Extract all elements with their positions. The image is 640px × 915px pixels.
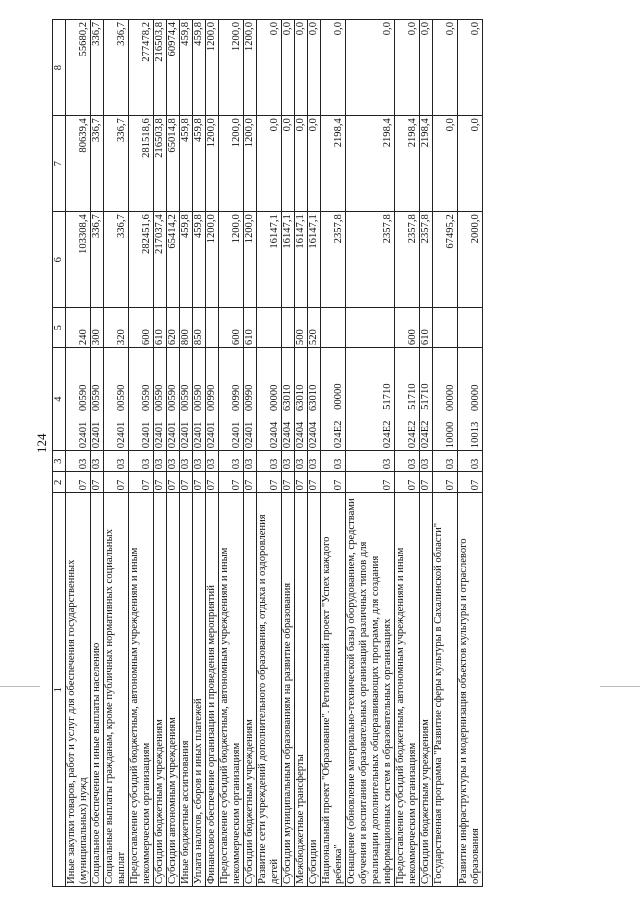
row-col8: 60974,4 [167,20,180,116]
table-row [282,20,295,887]
row-col6: 2357,8 [321,212,346,308]
target-code-part: 02401 [167,421,178,449]
row-col4 [193,348,206,451]
row-name: Национальный проект "Образование". Региональный проект "Успех каждого ребенка" [321,493,346,887]
row-col8: 0,0 [433,20,458,116]
row-col6: 336,7 [104,212,129,308]
row-col2: 07 [154,472,167,493]
target-code-part: 00590 [180,384,191,412]
target-code-part: 02401 [206,421,217,449]
row-col6: 2357,8 [395,212,420,308]
row-col5 [321,308,346,348]
target-code-part: 51710 [420,383,431,410]
target-code-part: 02401 [78,421,89,449]
header-cell: 3 [53,451,66,472]
row-col3: 03 [420,451,433,472]
row-col4 [458,348,483,451]
row-col2: 07 [219,472,244,493]
row-col2: 07 [395,472,420,493]
row-col3: 03 [104,451,129,472]
page-number: 124 [34,433,49,453]
row-col3: 03 [180,451,193,472]
row-col2: 07 [206,472,219,493]
row-name: Развитие инфраструктуры и модернизация объектов культуры и отраслевого образования [458,493,483,887]
row-col3: 03 [346,451,395,472]
row-name: Государственная программа "Развитие сферы культуры в Сахалинской области" [433,493,458,887]
row-col5: 600 [219,308,244,348]
row-col8: 459,8 [180,20,193,116]
target-code-part: 00990 [206,384,217,412]
header-cell: 1 [53,493,66,887]
target-code-part: 00590 [78,384,89,412]
table-row [433,20,458,887]
header-cell: 8 [53,20,66,116]
row-col7: 1200,0 [206,116,219,212]
row-col5: 620 [167,308,180,348]
row-col7: 281518,6 [129,116,154,212]
row-col3: 03 [91,451,104,472]
target-code-part: 02404 [269,421,280,449]
row-col7: 0,0 [257,116,282,212]
target-code-part: 00000 [470,384,481,412]
target-code-part: 00590 [116,384,127,412]
row-col3: 03 [193,451,206,472]
row-col8: 0,0 [321,20,346,116]
row-col3: 03 [321,451,346,472]
row-col3: 03 [129,451,154,472]
row-col7: 80639,4 [66,116,91,212]
row-col6: 2357,8 [346,212,395,308]
row-col5 [257,308,282,348]
row-col4 [154,348,167,451]
row-col8: 336,7 [104,20,129,116]
row-col2: 07 [180,472,193,493]
table-row [308,20,321,887]
row-col4 [308,348,321,451]
row-col4 [206,348,219,451]
row-col7: 2198,4 [346,116,395,212]
row-col2: 07 [308,472,321,493]
target-code-part: 00000 [269,384,280,412]
target-code-part: 63010 [308,384,319,412]
row-col4 [346,348,395,451]
row-col6: 282451,6 [129,212,154,308]
row-col8: 55680,2 [66,20,91,116]
row-col2: 07 [167,472,180,493]
row-col8: 0,0 [346,20,395,116]
row-col4 [433,348,458,451]
row-col6: 2000,0 [458,212,483,308]
target-code-part: 00990 [244,384,255,412]
target-code-part: 02404 [308,421,319,449]
target-code-part: 00590 [91,384,102,412]
row-col6: 459,8 [193,212,206,308]
row-col2: 07 [295,472,308,493]
header-cell: 2 [53,472,66,493]
row-name: Уплата налогов, сборов и иных платежей [193,493,206,887]
row-col8: 277478,2 [129,20,154,116]
row-name: Социальные выплаты гражданам, кроме публичных нормативных социальных выплат [104,493,129,887]
target-code-part: 51710 [407,383,418,410]
row-col5: 610 [420,308,433,348]
target-code-part: 024E2 [382,420,393,449]
table-row [346,20,395,887]
row-name: Субсидии бюджетным учреждениям [420,493,433,887]
table-row [91,20,104,887]
row-col8: 1200,0 [206,20,219,116]
row-name: Межбюджетные трансферты [295,493,308,887]
target-code-part: 02404 [282,421,293,449]
row-col3: 03 [458,451,483,472]
row-col4 [244,348,257,451]
row-col7: 336,7 [91,116,104,212]
table-row [167,20,180,887]
table-header-row [53,20,66,887]
row-col8: 0,0 [420,20,433,116]
target-code-part: 024E2 [333,420,344,449]
row-col4 [66,348,91,451]
row-col7: 2198,4 [321,116,346,212]
row-col5: 320 [104,308,129,348]
target-code-part: 024E2 [420,420,431,449]
row-col5: 600 [395,308,420,348]
target-code-part: 00590 [193,384,204,412]
row-col4 [91,348,104,451]
budget-table [52,19,483,887]
table-row [193,20,206,887]
table-body [66,20,483,887]
row-col3: 03 [66,451,91,472]
row-name: Субсидии муниципальным образованиям на развитие образования [282,493,295,887]
table-row [395,20,420,887]
row-col3: 03 [282,451,295,472]
row-col4 [420,348,433,451]
row-col5: 610 [244,308,257,348]
row-col2: 07 [346,472,395,493]
row-col6: 16147,1 [295,212,308,308]
row-name: Иные бюджетные ассигнования [180,493,193,887]
target-code-part: 02404 [295,421,306,449]
row-col6: 2357,8 [420,212,433,308]
row-col5 [206,308,219,348]
target-code-part: 00000 [445,384,456,412]
row-col4 [395,348,420,451]
row-col2: 07 [420,472,433,493]
row-col2: 07 [193,472,206,493]
row-col5 [458,308,483,348]
row-name: Иные закупки товаров, работ и услуг для обеспечения государственных (муниципальных) нужд [66,493,91,887]
row-name: Субсидии бюджетным учреждениям [154,493,167,887]
row-col3: 03 [395,451,420,472]
row-col2: 07 [129,472,154,493]
table-row [420,20,433,887]
target-code-part: 02401 [141,421,152,449]
row-name: Социальное обеспечение и иные выплаты населению [91,493,104,887]
row-col3: 03 [244,451,257,472]
row-col7: 2198,4 [395,116,420,212]
row-col7: 0,0 [282,116,295,212]
row-col5 [346,308,395,348]
row-name: Субсидии бюджетным учреждениям [244,493,257,887]
row-col6: 1200,0 [244,212,257,308]
target-code-part: 63010 [295,384,306,412]
fold-line [600,686,640,687]
row-col8: 0,0 [395,20,420,116]
row-col7: 0,0 [295,116,308,212]
target-code-part: 02401 [180,421,191,449]
row-col7: 0,0 [433,116,458,212]
row-col8: 216503,8 [154,20,167,116]
row-col3: 03 [219,451,244,472]
row-col2: 07 [282,472,295,493]
row-col3: 03 [167,451,180,472]
row-col4 [129,348,154,451]
row-col7: 0,0 [308,116,321,212]
row-col7: 1200,0 [244,116,257,212]
target-code-part: 02401 [116,421,127,449]
row-col4 [282,348,295,451]
row-name: Финансовое обеспечение организации и проведения мероприятий [206,493,219,887]
header-cell: 4 [53,348,66,451]
row-col8: 0,0 [282,20,295,116]
row-col4 [321,348,346,451]
row-col3: 03 [206,451,219,472]
row-col5: 300 [91,308,104,348]
row-col2: 07 [104,472,129,493]
row-col7: 459,8 [193,116,206,212]
target-code-part: 02401 [244,421,255,449]
table-row [458,20,483,887]
target-code-part: 00000 [333,383,344,410]
row-col6: 67495,2 [433,212,458,308]
table-row [295,20,308,887]
target-code-part: 00590 [167,384,178,412]
row-col7: 216503,8 [154,116,167,212]
row-col4 [104,348,129,451]
row-name: Предоставление субсидий бюджетным, автономным учреждениям и иным некоммерческим организациям [395,493,420,887]
row-col5: 240 [66,308,91,348]
table-row [257,20,282,887]
target-code-part: 024E2 [407,420,418,449]
row-col3: 03 [433,451,458,472]
row-col6: 16147,1 [257,212,282,308]
target-code-part: 51710 [382,383,393,410]
row-col8: 1200,0 [244,20,257,116]
target-code-part: 02401 [91,421,102,449]
row-col3: 03 [295,451,308,472]
row-col6: 103308,4 [66,212,91,308]
row-col6: 65414,2 [167,212,180,308]
row-col7: 0,0 [458,116,483,212]
target-code-part: 00990 [231,384,242,412]
row-col5: 600 [129,308,154,348]
row-col2: 07 [433,472,458,493]
row-col3: 03 [154,451,167,472]
row-col8: 0,0 [458,20,483,116]
target-code-part: 02401 [231,421,242,449]
row-name: Оснащение (обновление материально-технической базы) оборудованием, средствами обучения и воспитания образовательных организаций различных типов для реализации дополнительных общеразвивающих программ, для создания информационных систем в образовательных организациях [346,493,395,887]
row-col6: 1200,0 [219,212,244,308]
row-col6: 217037,4 [154,212,167,308]
row-col8: 0,0 [257,20,282,116]
row-col5: 610 [154,308,167,348]
header-cell: 7 [53,116,66,212]
row-col4 [167,348,180,451]
row-col6: 336,7 [91,212,104,308]
row-col4 [257,348,282,451]
row-col7: 2198,4 [420,116,433,212]
header-cell: 6 [53,212,66,308]
row-col2: 07 [66,472,91,493]
table-row [180,20,193,887]
row-col6: 459,8 [180,212,193,308]
row-col6: 1200,0 [206,212,219,308]
row-col2: 07 [458,472,483,493]
row-col8: 1200,0 [219,20,244,116]
row-col2: 07 [257,472,282,493]
target-code-part: 10000 [445,421,456,449]
row-name: Развитие сети учреждений дополнительного образования, отдыха и оздоровления детей [257,493,282,887]
row-col7: 65014,8 [167,116,180,212]
target-code-part: 00590 [141,384,152,412]
row-col2: 07 [91,472,104,493]
row-col6: 16147,1 [282,212,295,308]
table-row [66,20,91,887]
table-row [206,20,219,887]
row-col2: 07 [244,472,257,493]
table-row [321,20,346,887]
row-col5: 800 [180,308,193,348]
target-code-part: 00590 [154,384,165,412]
target-code-part: 63010 [282,384,293,412]
target-code-part: 10013 [470,421,481,449]
row-col8: 0,0 [308,20,321,116]
row-col4 [219,348,244,451]
target-code-part: 02401 [193,421,204,449]
target-code-part: 02401 [154,421,165,449]
row-col5 [433,308,458,348]
row-col3: 03 [308,451,321,472]
table-row [104,20,129,887]
row-col5: 850 [193,308,206,348]
row-name: Субсидии автономным учреждениям [167,493,180,887]
row-name: Предоставление субсидий бюджетным, автономным учреждениям и иным некоммерческим организациям [129,493,154,887]
row-col5 [282,308,295,348]
table-row [219,20,244,887]
header-cell: 5 [53,308,66,348]
table-row [129,20,154,887]
row-col5: 500 [295,308,308,348]
table-row [154,20,167,887]
row-col7: 1200,0 [219,116,244,212]
table-row [244,20,257,887]
row-col4 [180,348,193,451]
row-col2: 07 [321,472,346,493]
row-col3: 03 [257,451,282,472]
row-name: Предоставление субсидий бюджетным, автономным учреждениям и иным некоммерческим организациям [219,493,244,887]
row-col5: 520 [308,308,321,348]
fold-line [0,686,40,687]
row-col8: 459,8 [193,20,206,116]
row-col7: 336,7 [104,116,129,212]
row-col8: 336,7 [91,20,104,116]
row-col7: 459,8 [180,116,193,212]
row-name: Субсидии [308,493,321,887]
row-col8: 0,0 [295,20,308,116]
row-col4 [295,348,308,451]
row-col6: 16147,1 [308,212,321,308]
